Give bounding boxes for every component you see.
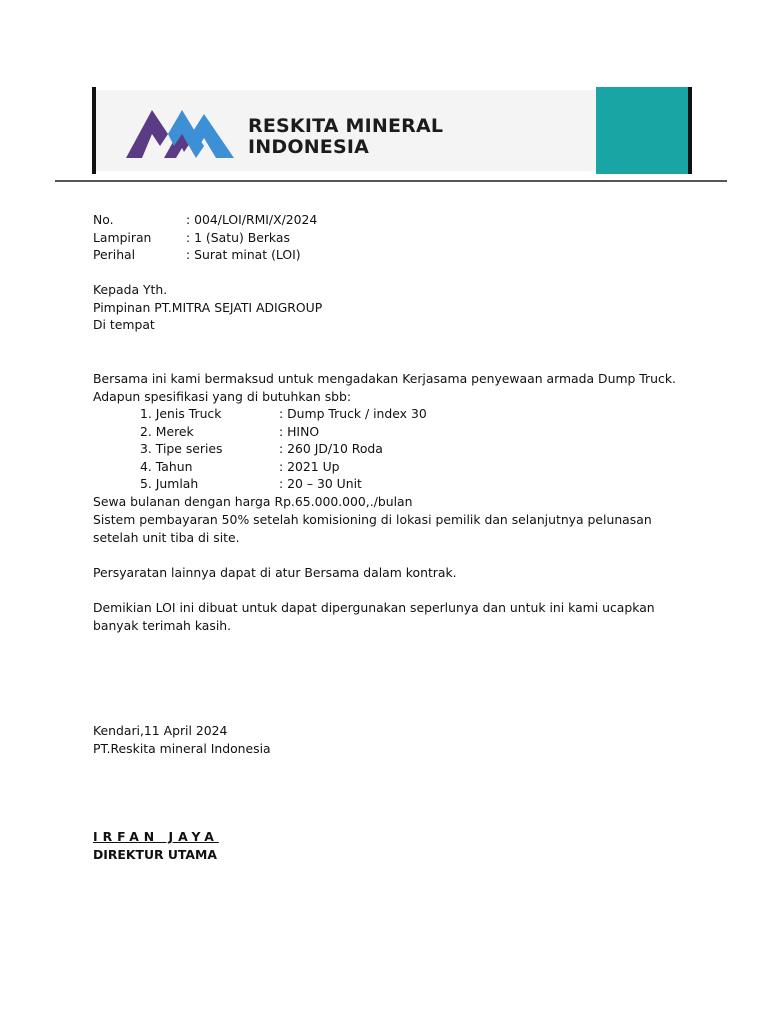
spec-value: : 2021 Up [279, 459, 340, 474]
meta-value: : 004/LOI/RMI/X/2024 [186, 212, 318, 227]
recipient-name: Pimpinan PT.MITRA SEJATI ADIGROUP [93, 300, 323, 315]
spec-value: : 20 – 30 Unit [279, 476, 362, 491]
spec-label: 5. Jumlah [140, 476, 199, 491]
body-intro: Bersama ini kami bermaksud untuk mengadakan Kerjasama penyewaan armada Dump Truck. [93, 371, 676, 386]
closing-paragraph: Demikian LOI ini dibuat untuk dapat dipergunakan seperlunya dan untuk ini kami ucapkan banyak terimah kasih. [93, 600, 655, 633]
recipient-greeting: Kepada Yth. [93, 282, 168, 297]
other-terms: Persyaratan lainnya dapat di atur Bersama dalam kontrak. [93, 565, 457, 580]
company-name-line2: INDONESIA [248, 136, 370, 158]
spec-label: 4. Tahun [140, 459, 193, 474]
header-divider [55, 180, 727, 182]
signer-title: DIREKTUR UTAMA [93, 847, 217, 862]
spec-value: : HINO [279, 424, 320, 439]
spec-label: 2. Merek [140, 424, 194, 439]
spec-label: 1. Jenis Truck [140, 406, 222, 421]
spec-intro: Adapun spesifikasi yang di butuhkan sbb: [93, 389, 352, 404]
meta-value: : Surat minat (LOI) [186, 247, 301, 262]
company-name [248, 116, 443, 158]
signer-name: IRFAN JAYA [93, 829, 219, 844]
meta-label: Lampiran [93, 230, 152, 245]
payment-terms: Sistem pembayaran 50% setelah komisioning di lokasi pemilik dan selanjutnya pelunasan setelah unit tiba di site. [93, 512, 652, 545]
letterhead-right-bar [688, 87, 692, 174]
recipient-location: Di tempat [93, 317, 155, 332]
meta-value: : 1 (Satu) Berkas [186, 230, 290, 245]
spec-value: : 260 JD/10 Roda [279, 441, 383, 456]
signer-company: PT.Reskita mineral Indonesia [93, 741, 271, 756]
company-name-line1: RESKITA MINERAL [248, 115, 444, 137]
company-logo-icon [124, 106, 236, 160]
meta-label: Perihal [93, 247, 136, 262]
rent-price: Sewa bulanan dengan harga Rp.65.000.000,./bulan [93, 494, 413, 509]
letterhead [0, 0, 768, 190]
letterhead-teal-block [596, 87, 688, 174]
meta-label: No. [93, 212, 114, 227]
place-date: Kendari,11 April 2024 [93, 723, 228, 738]
spec-value: : Dump Truck / index 30 [279, 406, 427, 421]
spec-label: 3. Tipe series [140, 441, 223, 456]
